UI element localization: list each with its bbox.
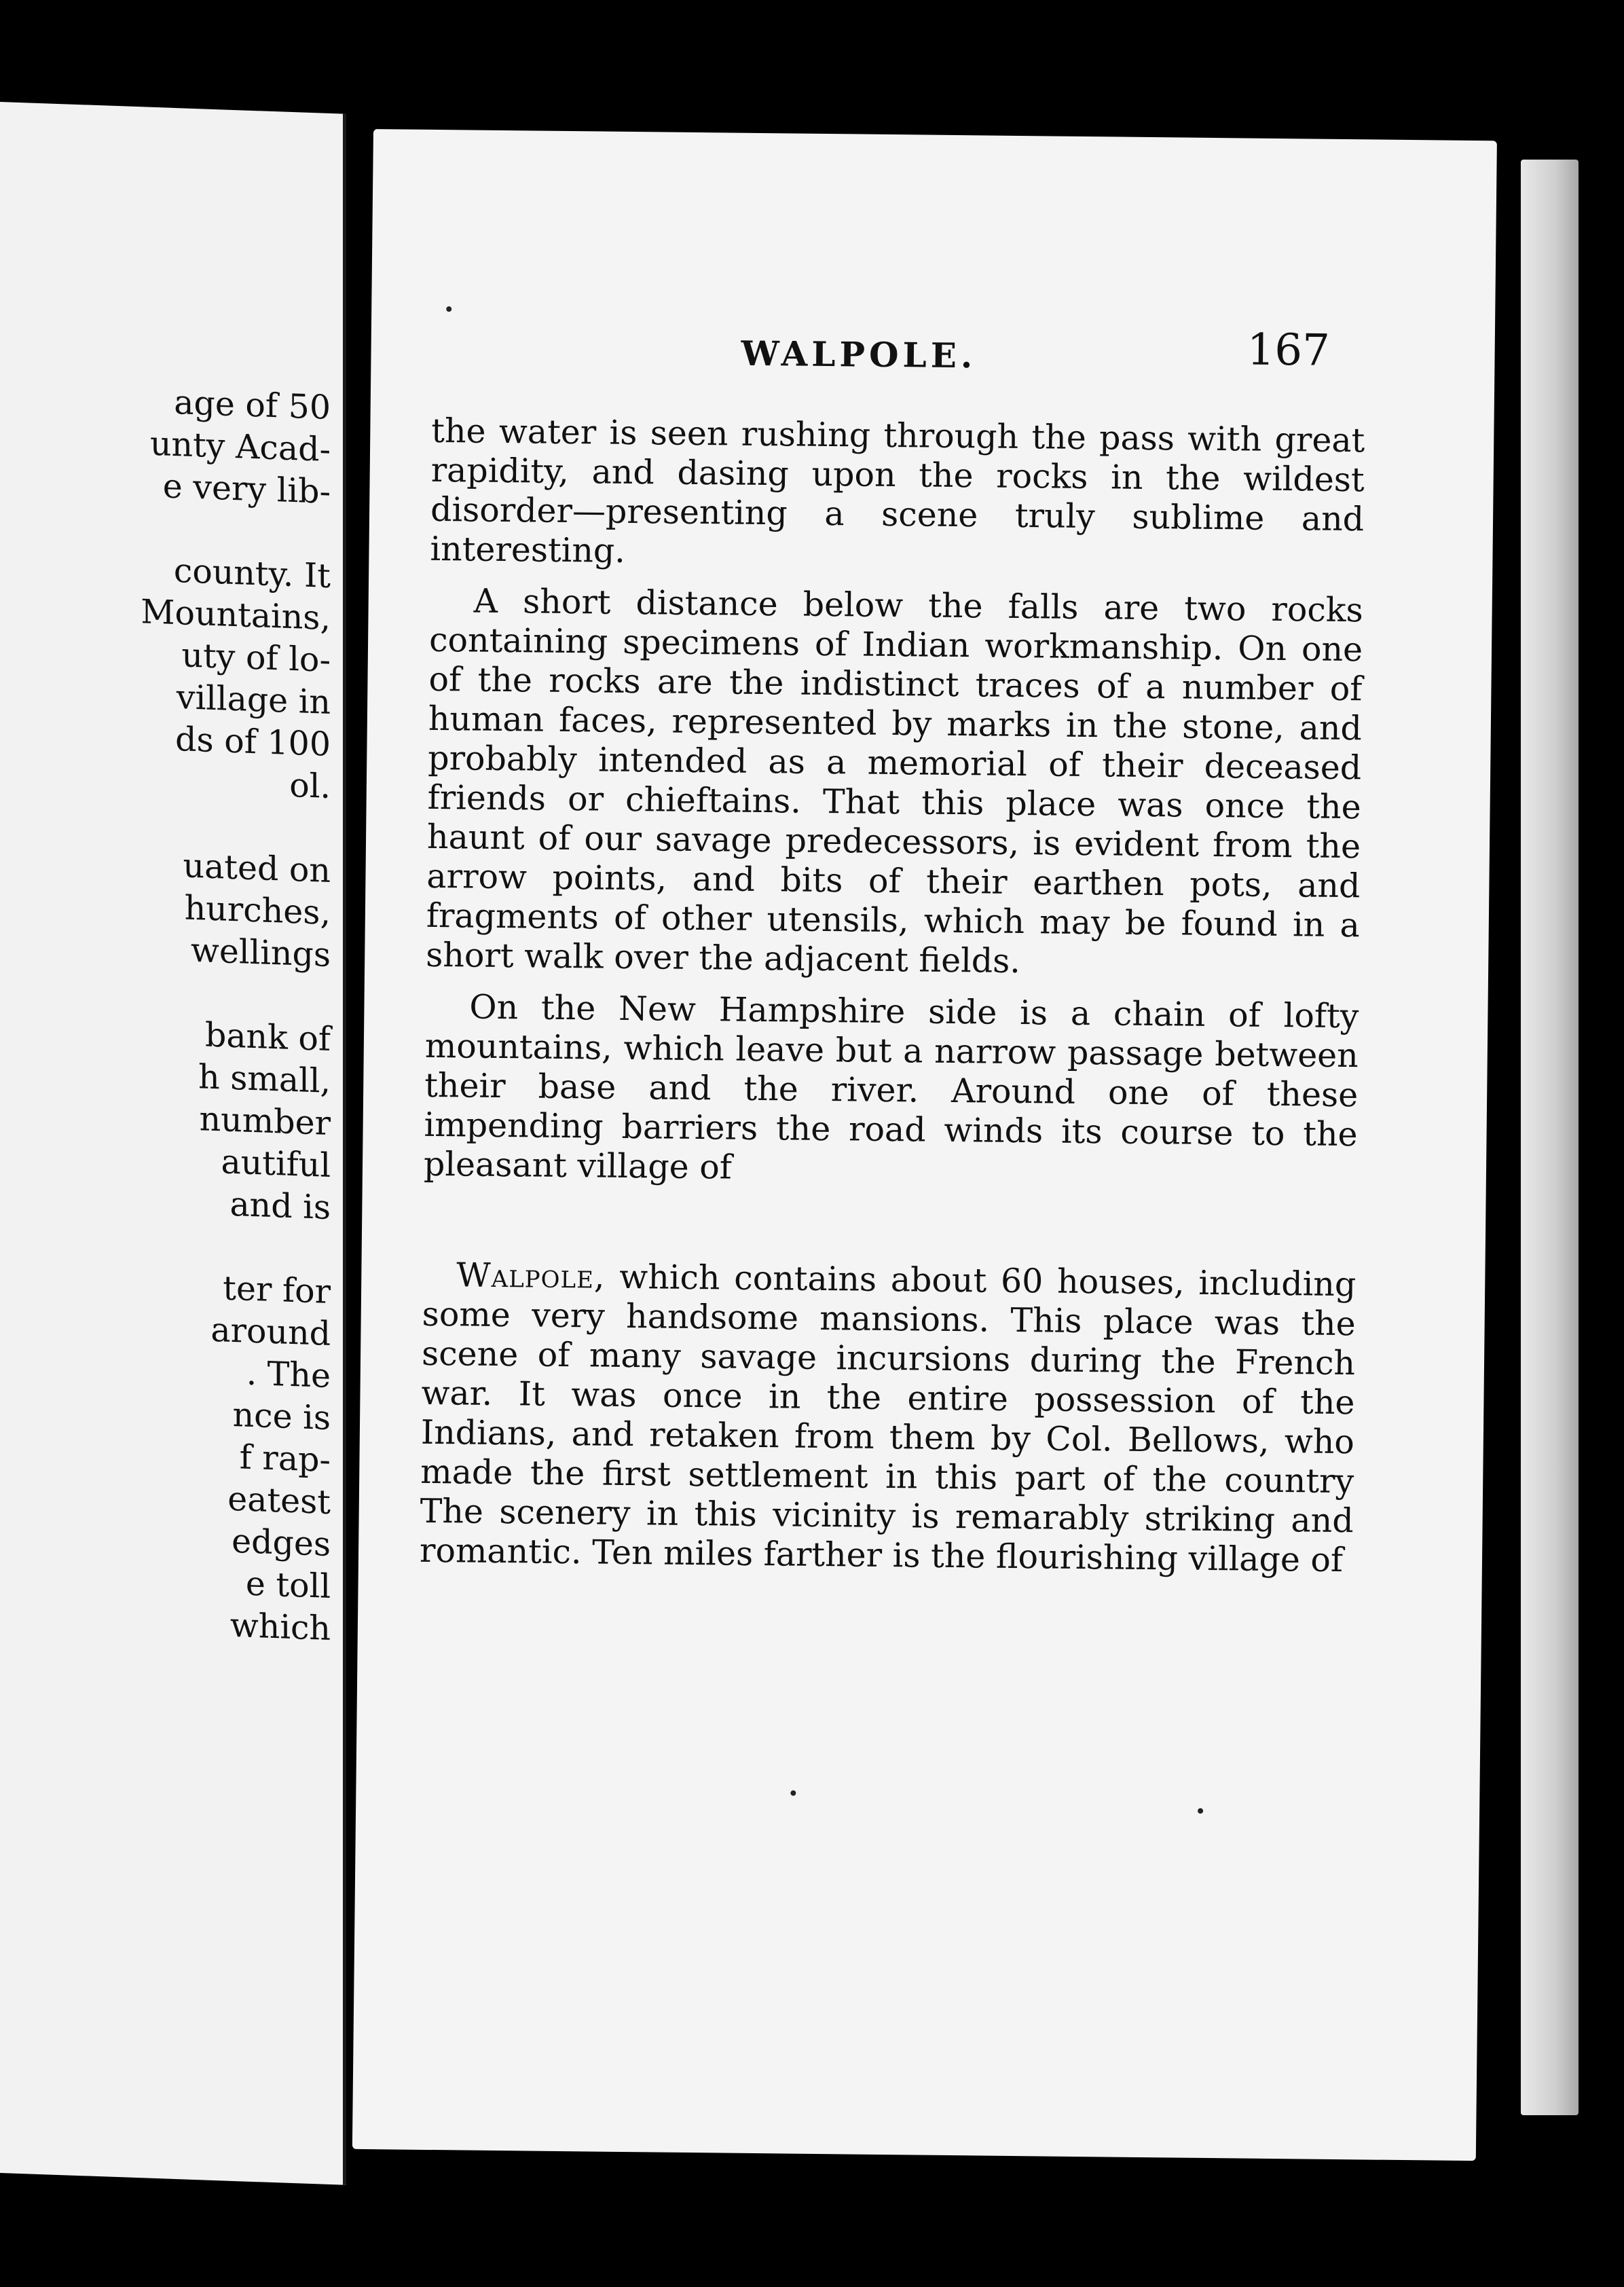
book-page (352, 129, 1497, 2161)
left-page-line: ter for (223, 1268, 331, 1312)
left-page-line: edges (232, 1521, 331, 1565)
left-page-line: unty Acad- (149, 424, 331, 470)
left-page-line: nce is (232, 1395, 331, 1438)
page-edge (1521, 160, 1579, 2115)
left-page-fragment (0, 102, 346, 2185)
left-page-line: village in (176, 678, 331, 722)
running-head: WALPOLE. (741, 333, 977, 376)
left-page-line: ol. (289, 765, 331, 807)
ink-speck (446, 306, 451, 312)
left-page-line: and is (229, 1184, 331, 1228)
paragraph: On the New Hampshire side is a chain of lofty mountains, which leave but a narrow passage between their base and the river. Around one of these impending barriers the road winds its course to the pleasant village of (423, 987, 1359, 1187)
left-page-line: Mountains, (141, 592, 331, 638)
page-header (371, 325, 1495, 395)
left-page-line: ds of 100 (175, 720, 331, 765)
left-page-line: . The (246, 1353, 331, 1396)
paragraph: A short distance below the falls are two rocks containing specimens of Indian workmanship. On one of the rocks are the indistinct traces of a number of human faces, represented by marks in the stone, and probably intended as a memorial of their deceased friends or chieftains. That this place was once the haunt of our savage predecessors, is evident from the arrow points, and bits of their earthen pots, and fragments of other utensils, which may be found in a short walk over the adjacent fields. (425, 581, 1363, 981)
left-page-line: uated on (183, 846, 331, 891)
left-page-line: hurches, (184, 888, 331, 933)
left-page-line: which (229, 1605, 331, 1649)
ink-speck (1198, 1808, 1203, 1814)
left-page-line: wellings (190, 930, 331, 975)
left-page-line: number (199, 1099, 331, 1144)
paragraph: the water is seen rushing through the pass with great rapidity, and dasing upon the rocks in the wildest disorder—presenting a scene truly sublime and interesting. (430, 411, 1365, 570)
left-page-line: autiful (221, 1142, 331, 1186)
left-page-line: bank of (204, 1015, 331, 1059)
page-number: 167 (1247, 325, 1331, 376)
left-page-line: county. It (173, 551, 331, 596)
ink-speck (790, 1791, 796, 1796)
paragraph-text: which contains about 60 houses, including some very handsome mansions. This place was the scene of many savage incursions during the French war. It was once in the entire possession of the Indians, and retaken from them by Col. Bellows, who made the first settlement in this part of the country The scenery in this vicinity is remarably striking and romantic. Ten miles farther is the flourishing village of (419, 1257, 1357, 1580)
left-page-line: eatest (227, 1479, 331, 1522)
left-page-line: around (210, 1310, 331, 1354)
left-page-line: uty of lo- (181, 636, 331, 680)
left-page-line: e very lib- (162, 466, 331, 512)
left-page-line: e toll (245, 1564, 331, 1607)
place-name: Walpole, (456, 1256, 606, 1296)
paragraph-walpole (420, 1256, 1357, 1580)
left-page-line: h small, (198, 1057, 331, 1101)
left-page-line: age of 50 (174, 382, 331, 428)
page-body (420, 411, 1365, 1580)
left-page-line: f rap- (239, 1438, 331, 1480)
